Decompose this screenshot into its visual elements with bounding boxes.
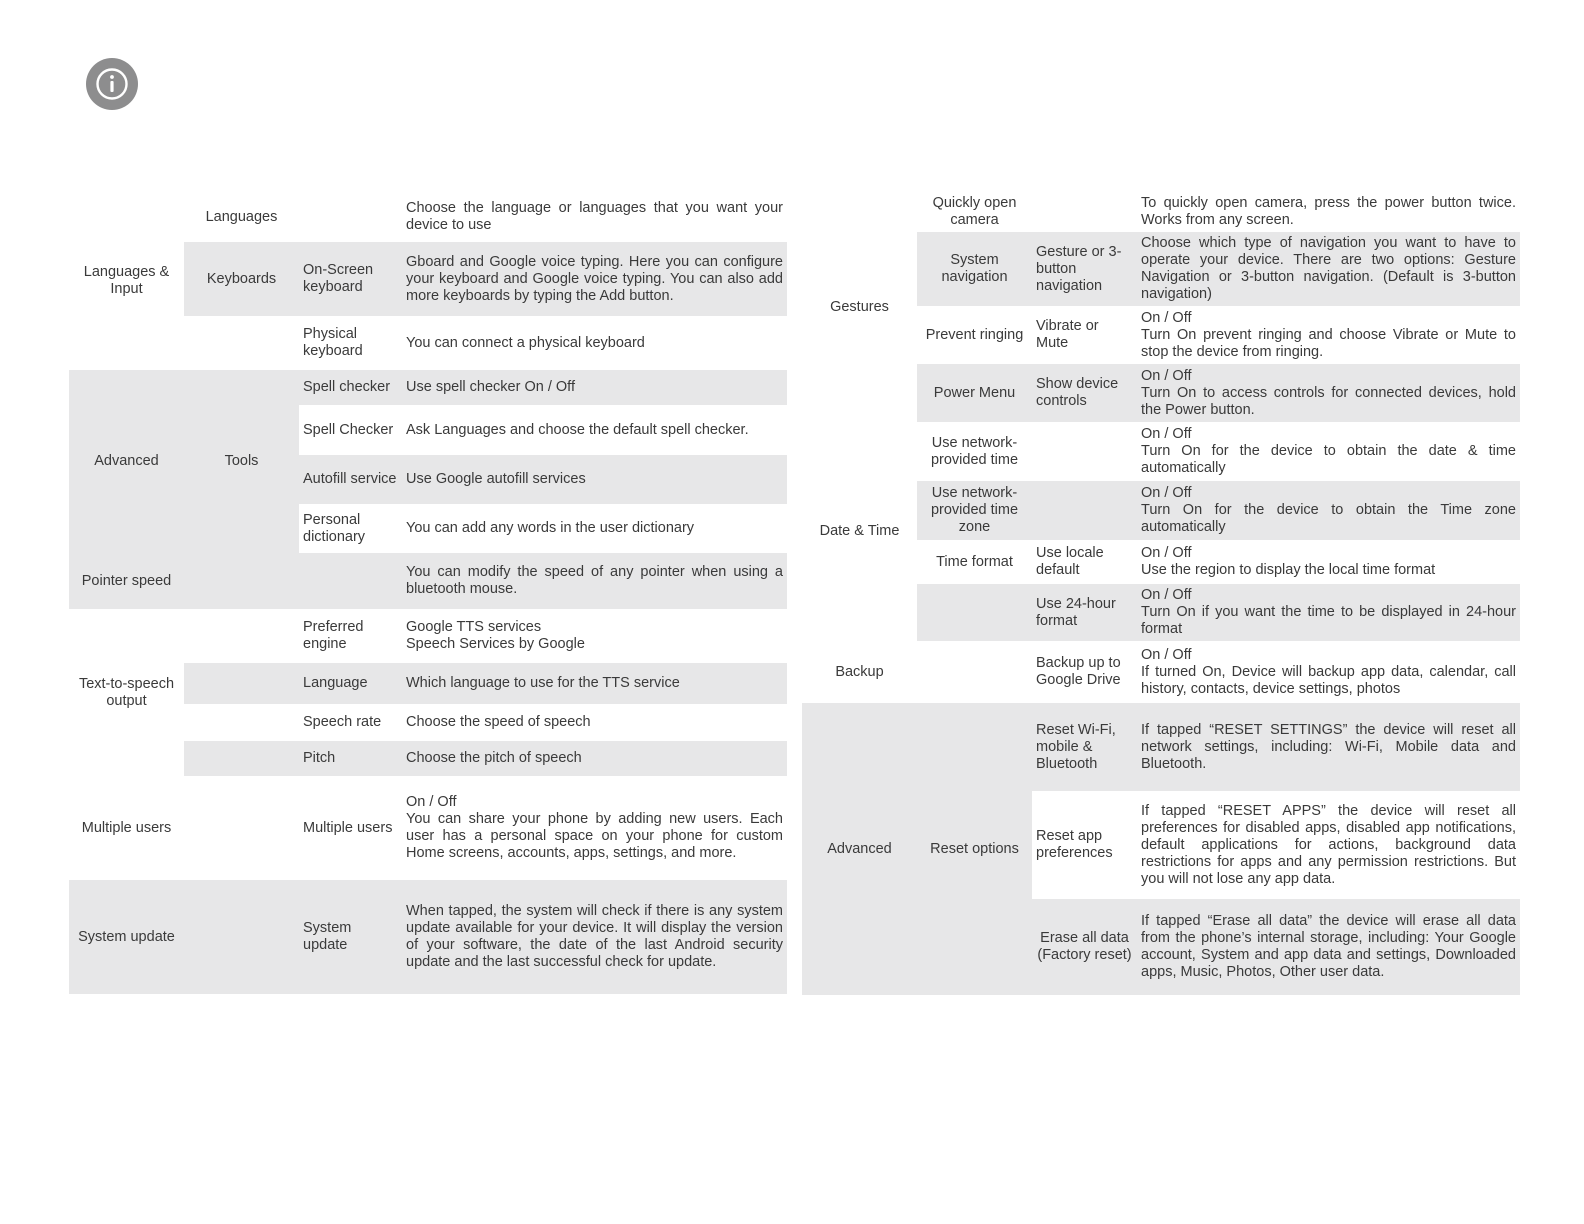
category-date-time: Date & Time xyxy=(802,422,917,641)
network-time-desc: On / Off Turn On for the device to obtain the date & time automatically xyxy=(1137,422,1520,481)
time-format-desc: On / Off Use the region to display the local time format xyxy=(1137,540,1520,584)
backup-desc: On / Off If turned On, Device will backup app data, calendar, call history, contacts, device settings, photos xyxy=(1137,641,1520,703)
setting-power-menu: Power Menu xyxy=(917,364,1032,422)
multiple-users-desc: On / Off You can share your phone by adding new users. Each user has a personal space on your phone for custom Home screens, accounts, apps, settings, and more. xyxy=(402,776,787,880)
info-icon xyxy=(85,57,139,111)
system-navigation-desc: Choose which type of navigation you want to have to operate your device. There are two options: Gesture Navigation or 3-button navigation. (Default is 3-button navigation) xyxy=(1137,232,1520,306)
setting-pitch: Pitch xyxy=(299,741,402,776)
erase-all-data-desc: If tapped “Erase all data” the device will erase all data from the phone’s internal storage, including: Your Google account, System and app data and settings, Downloaded apps, Music, Photos, Other user data. xyxy=(1137,899,1520,995)
setting-prevent-ringing: Prevent ringing xyxy=(917,306,1032,364)
group-reset-options: Reset options xyxy=(917,703,1032,995)
left-settings-table xyxy=(69,192,787,994)
pitch-desc: Choose the pitch of speech xyxy=(402,741,787,776)
spell-checker-desc: Use spell checker On / Off xyxy=(402,370,787,405)
pointer-speed-desc: You can modify the speed of any pointer when using a bluetooth mouse. xyxy=(402,553,787,609)
category-system-update: System update xyxy=(69,880,184,994)
vibrate-or-mute: Vibrate or Mute xyxy=(1032,306,1137,364)
category-pointer-speed: Pointer speed xyxy=(69,553,184,609)
setting-time-format: Time format xyxy=(917,540,1032,584)
physical-keyboard-desc: You can connect a physical keyboard xyxy=(402,316,787,370)
category-tts: Text-to-speech output xyxy=(69,609,184,776)
network-time-zone-desc: On / Off Turn On for the device to obtain the Time zone automatically xyxy=(1137,481,1520,540)
spell-checker-default-desc: Ask Languages and choose the default spell checker. xyxy=(402,405,787,455)
setting-speech-rate: Speech rate xyxy=(299,704,402,741)
setting-spell-checker-default: Spell Checker xyxy=(299,405,402,455)
reset-network-desc: If tapped “RESET SETTINGS” the device will reset all network settings, including: Wi-Fi, Mobile data and Bluetooth. xyxy=(1137,703,1520,791)
24-hour-format-desc: On / Off Turn On if you want the time to be displayed in 24-hour format xyxy=(1137,584,1520,641)
category-advanced-right: Advanced xyxy=(802,703,917,995)
setting-system-navigation: System navigation xyxy=(917,232,1032,306)
system-update-desc: When tapped, the system will check if there is any system update available for your device. It will display the version of your software, the date of the last Android security update and the last successful check for update. xyxy=(402,880,787,994)
setting-personal-dictionary: Personal dictionary xyxy=(299,504,402,553)
setting-spell-checker: Spell checker xyxy=(299,370,402,405)
setting-physical-keyboard: Physical keyboard xyxy=(299,316,402,370)
right-settings-table xyxy=(802,192,1520,995)
reset-app-preferences-desc: If tapped “RESET APPS” the device will reset all preferences for disabled apps, disabled app notifications, default applications for actions, background data restrictions for apps and any permission restrictions. But you will not lose any app data. xyxy=(1137,791,1520,899)
setting-reset-app-preferences: Reset app preferences xyxy=(1032,791,1137,899)
setting-network-time-zone: Use network-provided time zone xyxy=(917,481,1032,540)
setting-tts-language: Language xyxy=(299,663,402,704)
group-tools: Tools xyxy=(184,370,299,553)
setting-quick-camera: Quickly open camera xyxy=(917,192,1032,232)
navigation-type: Gesture or 3-button navigation xyxy=(1032,232,1137,306)
setting-erase-all-data: Erase all data (Factory reset) xyxy=(1032,899,1137,995)
category-gestures: Gestures xyxy=(802,192,917,422)
preferred-engine-desc: Google TTS services Speech Services by Google xyxy=(402,609,787,663)
languages-desc: Choose the language or languages that you want your device to use xyxy=(402,192,787,242)
setting-reset-network: Reset Wi-Fi, mobile & Bluetooth xyxy=(1032,703,1137,791)
speech-rate-desc: Choose the speed of speech xyxy=(402,704,787,741)
category-languages-input: Languages & Input xyxy=(69,192,184,370)
show-device-controls: Show device controls xyxy=(1032,364,1137,422)
group-keyboards: Keyboards xyxy=(184,242,299,316)
personal-dictionary-desc: You can add any words in the user dictionary xyxy=(402,504,787,553)
use-24-hour-format: Use 24-hour format xyxy=(1032,584,1137,641)
backup-google-drive: Backup up to Google Drive xyxy=(1032,641,1137,703)
use-locale-default: Use locale default xyxy=(1032,540,1137,584)
setting-multiple-users: Multiple users xyxy=(299,776,402,880)
autofill-desc: Use Google autofill services xyxy=(402,455,787,504)
tts-language-desc: Which language to use for the TTS service xyxy=(402,663,787,704)
setting-preferred-engine: Preferred engine xyxy=(299,609,402,663)
category-multiple-users: Multiple users xyxy=(69,776,184,880)
category-advanced: Advanced xyxy=(69,370,184,553)
setting-system-update: System update xyxy=(299,880,402,994)
prevent-ringing-desc: On / Off Turn On prevent ringing and choose Vibrate or Mute to stop the device from ringing. xyxy=(1137,306,1520,364)
setting-network-time: Use network-provided time xyxy=(917,422,1032,481)
quick-camera-desc: To quickly open camera, press the power button twice. Works from any screen. xyxy=(1137,192,1520,232)
category-backup: Backup xyxy=(802,641,917,703)
setting-autofill: Autofill service xyxy=(299,455,402,504)
group-languages: Languages xyxy=(184,192,299,242)
power-menu-desc: On / Off Turn On to access controls for connected devices, hold the Power button. xyxy=(1137,364,1520,422)
onscreen-keyboard-desc: Gboard and Google voice typing. Here you can configure your keyboard and Google voice typing. You can also add more keyboards by typing the Add button. xyxy=(402,242,787,316)
setting-onscreen-keyboard: On-Screen keyboard xyxy=(299,242,402,316)
